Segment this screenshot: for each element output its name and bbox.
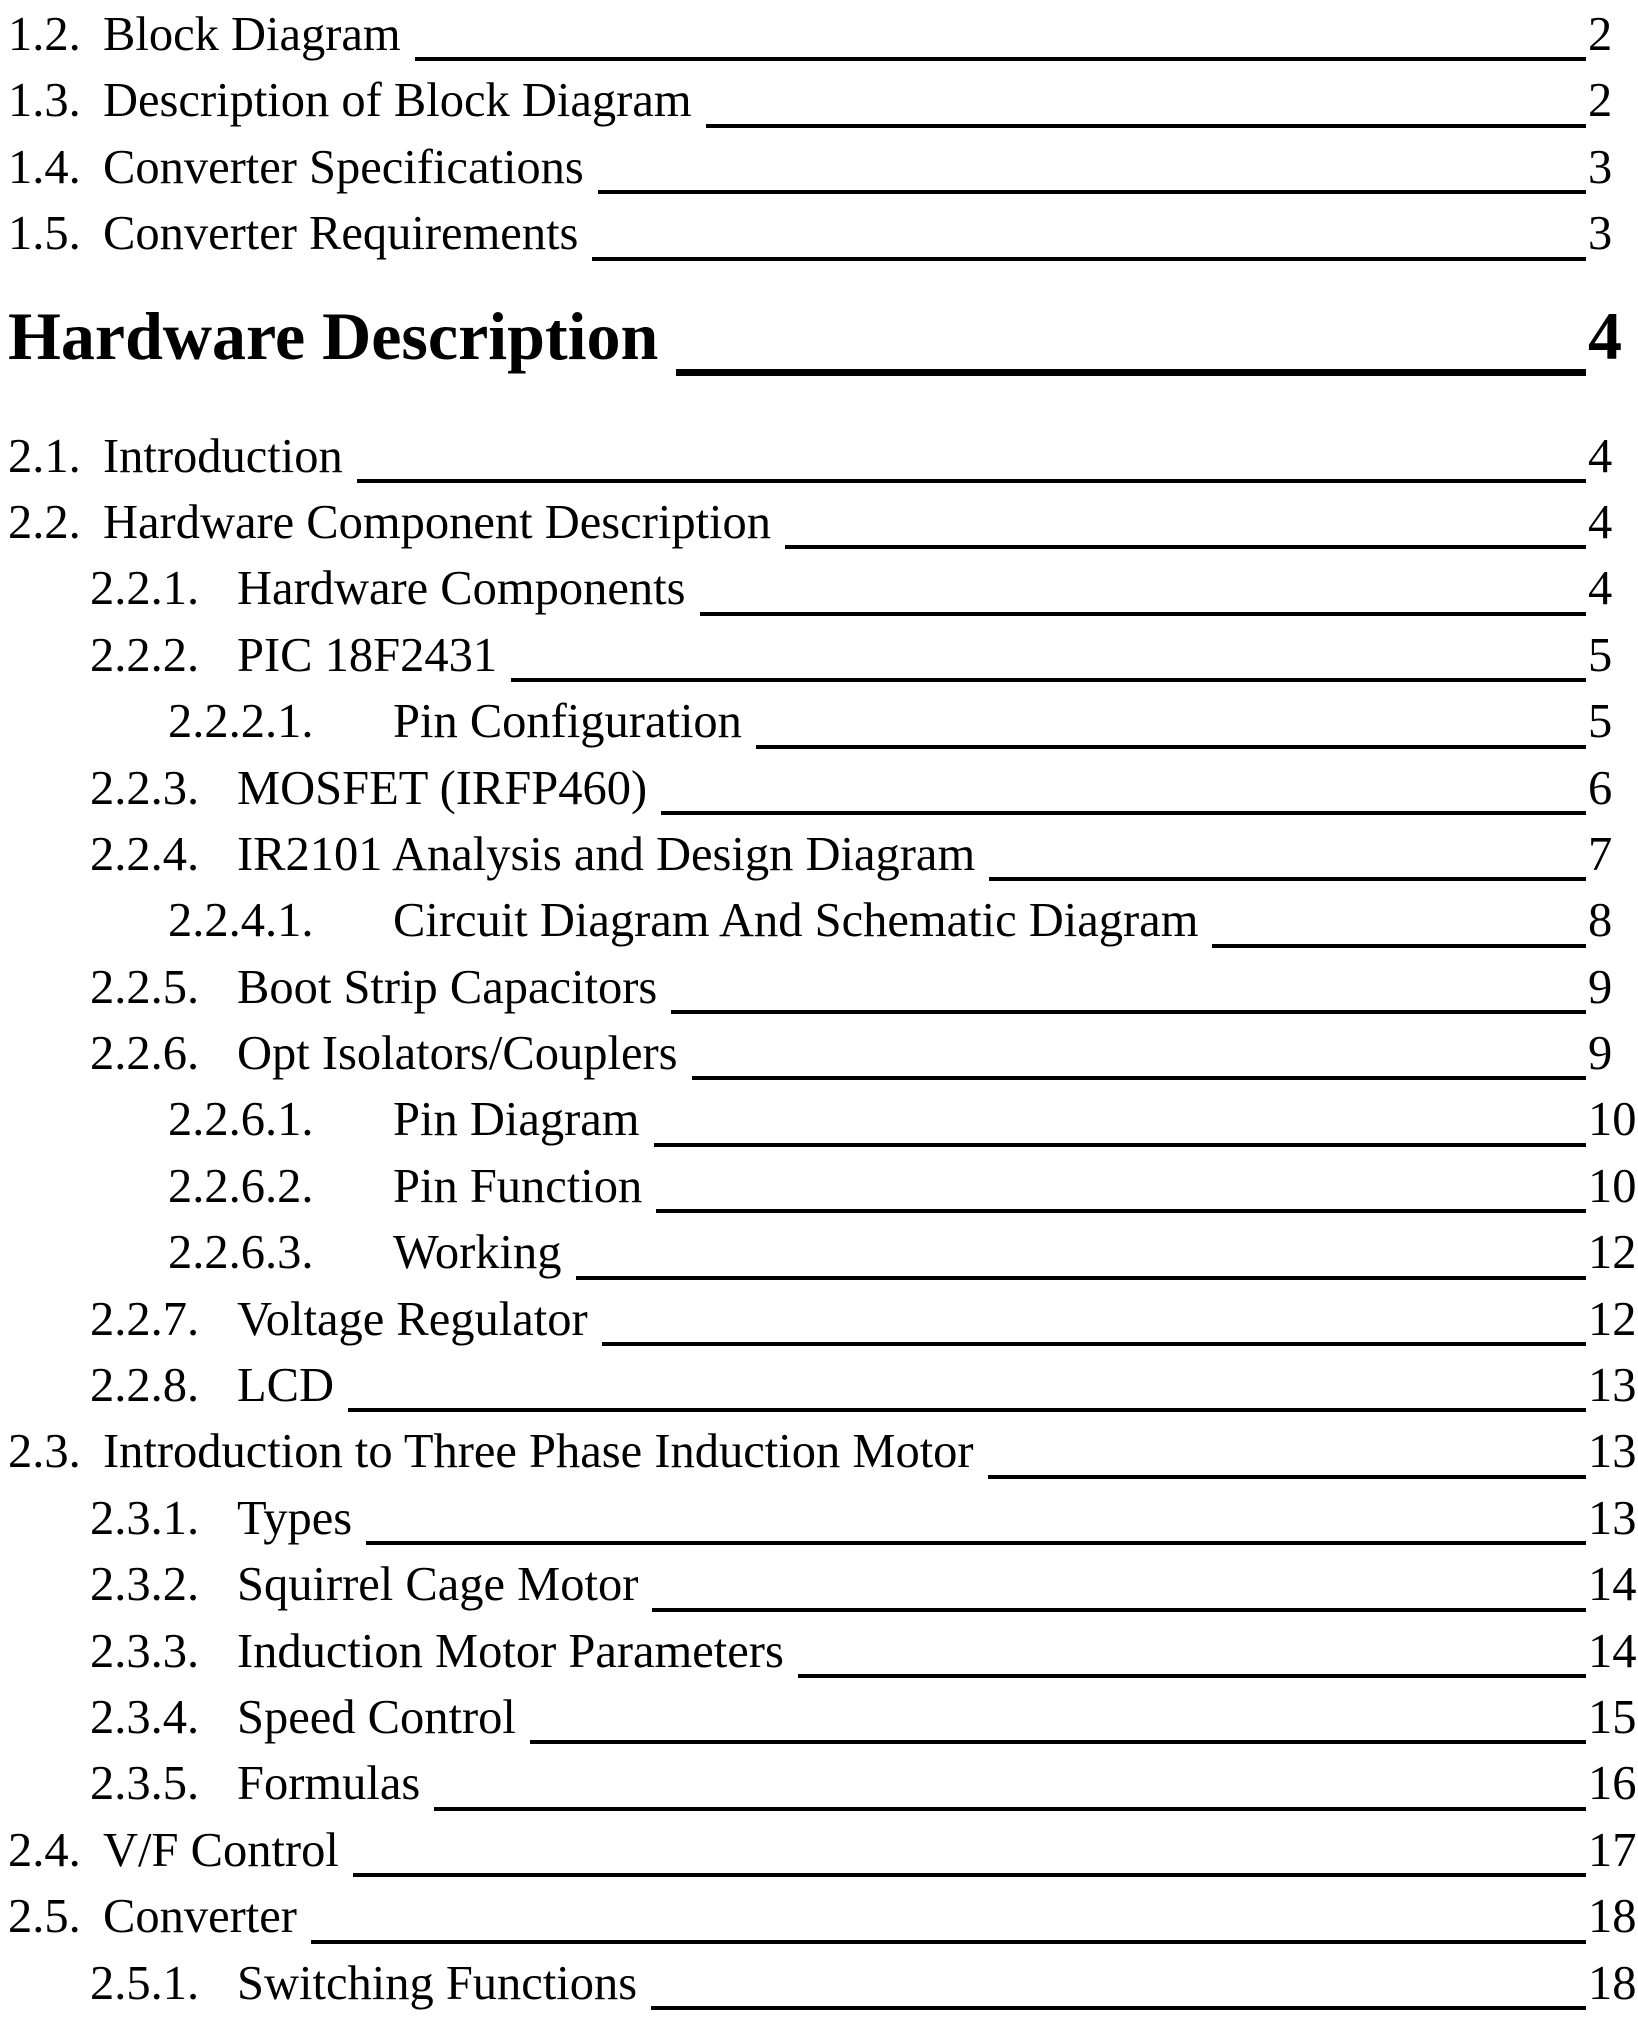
toc-entry-row[interactable]	[0, 756, 1638, 822]
toc-leader-line	[602, 1287, 1586, 1346]
toc-entry-title: Voltage Regulator	[237, 1292, 588, 1346]
toc-entry-title: Boot Strip Capacitors	[237, 960, 658, 1014]
toc-entry-number: 2.2.6.1.	[168, 1093, 314, 1147]
toc-entry-number: 2.2.4.1.	[168, 894, 314, 948]
toc-entry-number: 2.3.5.	[90, 1757, 200, 1811]
toc-page-number: 17	[1588, 1823, 1637, 1877]
toc-page-number: 16	[1588, 1757, 1637, 1811]
toc-leader-line	[353, 1818, 1586, 1877]
toc-entry-number: 2.2.2.	[90, 628, 200, 682]
toc-leader-line	[357, 424, 1586, 483]
toc-entry-title: Description of Block Diagram	[103, 74, 692, 128]
toc-page-number: 14	[1588, 1558, 1637, 1612]
toc-page-number: 9	[1588, 1027, 1613, 1081]
toc-entry-row[interactable]	[0, 68, 1638, 134]
toc-leader-line	[661, 756, 1586, 815]
toc-entry-number: 2.2.3.	[90, 761, 200, 815]
toc-page-number: 5	[1588, 628, 1613, 682]
toc-leader-line	[785, 490, 1586, 549]
toc-entry-number: 1.2.	[8, 8, 81, 61]
toc-entry-number: 2.2.6.2.	[168, 1159, 314, 1213]
toc-page-number: 4	[1588, 297, 1622, 374]
toc-leader-line	[706, 68, 1586, 127]
toc-entry-row[interactable]	[0, 1884, 1638, 1950]
toc-leader-line	[798, 1619, 1586, 1678]
toc-page-number: 3	[1588, 207, 1613, 261]
toc-page-number: 13	[1588, 1359, 1637, 1413]
toc-entry-row[interactable]	[0, 1751, 1638, 1817]
toc-leader-line	[311, 1884, 1586, 1943]
toc-entry-row[interactable]	[0, 1951, 1638, 2017]
toc-entry-number: 2.2.	[8, 495, 81, 549]
toc-entry-row[interactable]	[0, 201, 1638, 267]
toc-entry-title: Converter	[103, 1890, 297, 1944]
toc-leader-line	[1212, 888, 1586, 947]
toc-leader-line	[511, 623, 1586, 682]
toc-entry-row[interactable]	[0, 1154, 1638, 1220]
toc-entry-number: 2.2.4.	[90, 827, 200, 881]
toc-entry-row[interactable]	[0, 1419, 1638, 1485]
toc-entry-number: 1.4.	[8, 140, 81, 194]
toc-entry-row[interactable]	[0, 424, 1638, 490]
toc-entry-number: 2.2.8.	[90, 1359, 200, 1413]
toc-leader-line	[756, 689, 1586, 748]
toc-leader-line	[671, 955, 1586, 1014]
toc-leader-line	[654, 1087, 1586, 1146]
toc-entry-number: 1.3.	[8, 74, 81, 128]
toc-page-number: 14	[1588, 1624, 1637, 1678]
toc-entry-title: Converter Requirements	[103, 207, 579, 261]
toc-leader-line	[676, 284, 1586, 376]
toc-page-number: 12	[1588, 1292, 1637, 1346]
toc-entry-row[interactable]	[0, 1220, 1638, 1286]
toc-entry-title: Introduction	[103, 429, 343, 483]
toc-entry-title: Converter Specifications	[103, 140, 584, 194]
toc-entry-row[interactable]	[0, 822, 1638, 888]
toc-entry-title: Circuit Diagram And Schematic Diagram	[393, 894, 1199, 948]
toc-entry-row[interactable]	[0, 135, 1638, 201]
toc-page-number: 18	[1588, 1890, 1637, 1944]
toc-entry-title: Types	[237, 1491, 353, 1545]
toc-leader-line	[988, 1419, 1586, 1478]
toc-page-number: 10	[1588, 1159, 1637, 1213]
toc-page-number: 10	[1588, 1093, 1637, 1147]
toc-entry-title: Opt Isolators/Couplers	[237, 1027, 678, 1081]
toc-entry-title: Speed Control	[237, 1690, 516, 1744]
toc-entry-number: 2.5.	[8, 1890, 81, 1944]
toc-entry-row[interactable]	[0, 1087, 1638, 1153]
toc-entry-title: Block Diagram	[103, 8, 401, 61]
toc-entry-number: 2.3.4.	[90, 1690, 200, 1744]
toc-entry-row[interactable]	[0, 1353, 1638, 1419]
toc-page-number: 13	[1588, 1425, 1637, 1479]
toc-entry-title: LCD	[237, 1359, 334, 1413]
toc-page-number: 2	[1588, 8, 1613, 61]
toc-entry-title: Hardware Components	[237, 562, 686, 616]
toc-leader-line	[700, 556, 1586, 615]
toc-leader-line	[989, 822, 1586, 881]
toc-leader-line	[598, 135, 1586, 194]
toc-entry-title: Pin Configuration	[393, 695, 742, 749]
toc-entry-title: MOSFET (IRFP460)	[237, 761, 648, 815]
toc-leader-line	[656, 1154, 1586, 1213]
toc-entry-row[interactable]	[0, 689, 1638, 755]
toc-page-number: 4	[1588, 562, 1613, 616]
toc-entry-number: 1.5.	[8, 207, 81, 261]
toc-entry-number: 2.3.1.	[90, 1491, 200, 1545]
toc-leader-line	[651, 1951, 1586, 2010]
toc-leader-line	[652, 1552, 1586, 1611]
toc-leader-line	[348, 1353, 1586, 1412]
toc-entry-number: 2.2.2.1.	[168, 695, 314, 749]
toc-entry-row[interactable]	[0, 888, 1638, 954]
toc-entry-number: 2.3.	[8, 1425, 81, 1479]
toc-entry-number: 2.1.	[8, 429, 81, 483]
toc-entry-row[interactable]	[0, 1021, 1638, 1087]
toc-entry-title: Induction Motor Parameters	[237, 1624, 784, 1678]
toc-heading-row[interactable]	[0, 284, 1638, 388]
toc-page-number: 5	[1588, 695, 1613, 749]
toc-entry-title: Introduction to Three Phase Induction Motor	[103, 1425, 974, 1479]
toc-heading-title: Hardware Description	[8, 297, 659, 374]
toc-page-number: 7	[1588, 827, 1613, 881]
toc-page-number: 12	[1588, 1226, 1637, 1280]
toc-page-number: 4	[1588, 495, 1613, 549]
toc-entry-title: Pin Function	[393, 1159, 643, 1213]
toc-page-number: 3	[1588, 140, 1613, 194]
toc-entry-row[interactable]	[0, 955, 1638, 1021]
toc-page-number: 15	[1588, 1690, 1637, 1744]
toc-entry-number: 2.2.7.	[90, 1292, 200, 1346]
toc-entry-title: Switching Functions	[237, 1956, 638, 2010]
toc-leader-line	[576, 1220, 1586, 1279]
toc-entry-row[interactable]	[0, 1818, 1638, 1884]
toc-entry-row[interactable]	[0, 1552, 1638, 1618]
toc-entry-row[interactable]	[0, 556, 1638, 622]
toc-entry-number: 2.2.6.	[90, 1027, 200, 1081]
toc-leader-line	[434, 1751, 1586, 1810]
toc-entry-title: Hardware Component Description	[103, 495, 772, 549]
toc-page-number: 13	[1588, 1491, 1637, 1545]
toc-entry-title: V/F Control	[103, 1823, 339, 1877]
toc-entry-row[interactable]	[0, 623, 1638, 689]
toc-entry-number: 2.2.1.	[90, 562, 200, 616]
toc-entry-row[interactable]	[0, 1287, 1638, 1353]
toc-entry-number: 2.2.6.3.	[168, 1226, 314, 1280]
toc-entry-title: IR2101 Analysis and Design Diagram	[237, 827, 976, 881]
toc-entry-number: 2.2.5.	[90, 960, 200, 1014]
toc-leader-line	[592, 201, 1586, 260]
toc-entry-row[interactable]	[0, 1685, 1638, 1751]
toc-entry-row[interactable]	[0, 1619, 1638, 1685]
toc-entry-number: 2.3.2.	[90, 1558, 200, 1612]
toc-leader-line	[692, 1021, 1586, 1080]
toc-entry-row[interactable]	[0, 1486, 1638, 1552]
toc-entry-title: Formulas	[237, 1757, 421, 1811]
toc-page-number: 8	[1588, 894, 1613, 948]
toc-page-number: 2	[1588, 74, 1613, 128]
toc-entry-row[interactable]	[0, 2, 1638, 68]
toc-entry-title: Squirrel Cage Motor	[237, 1558, 639, 1612]
toc-leader-line	[415, 2, 1586, 61]
toc-entry-number: 2.3.3.	[90, 1624, 200, 1678]
toc-page-number: 6	[1588, 761, 1613, 815]
toc-entry-number: 2.5.1.	[90, 1956, 200, 2010]
toc-leader-line	[366, 1486, 1586, 1545]
toc-entry-title: Pin Diagram	[393, 1093, 640, 1147]
toc-entry-row[interactable]	[0, 490, 1638, 556]
toc-page-number: 18	[1588, 1956, 1637, 2010]
toc-page-number: 9	[1588, 960, 1613, 1014]
toc-entry-number: 2.4.	[8, 1823, 81, 1877]
toc-entry-title: PIC 18F2431	[237, 628, 498, 682]
toc-page-number: 4	[1588, 429, 1613, 483]
toc-entry-title: Working	[393, 1226, 562, 1280]
toc-leader-line	[530, 1685, 1586, 1744]
